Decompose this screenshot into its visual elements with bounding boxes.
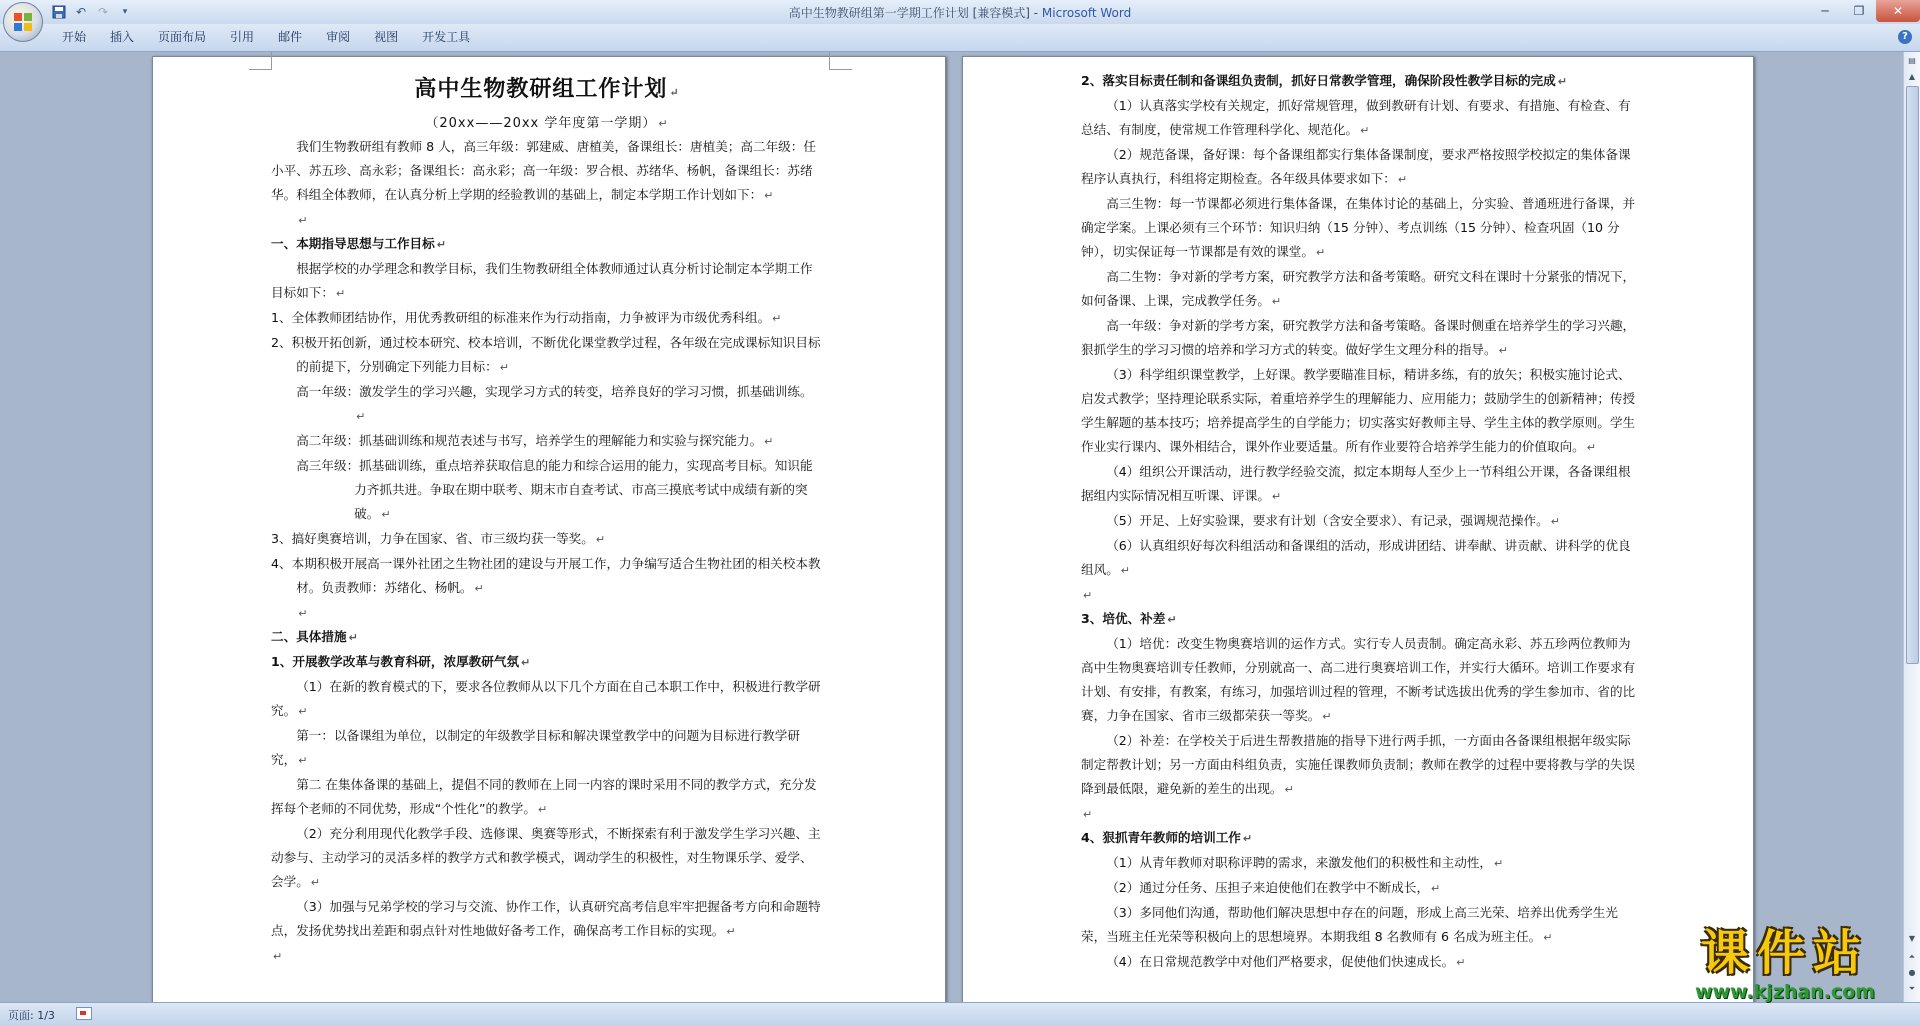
ribbon [0,24,1920,52]
empty-paragraph: ↵ [298,607,308,620]
document-title: 高中生物教研组第一学期工作计划 [兼容模式] - [788,6,1042,20]
window-controls [1808,0,1920,22]
watermark-url: www.kjzhan.com [1694,981,1876,1003]
tab-developer[interactable]: 开发工具 [422,30,471,44]
crop-mark [829,52,852,70]
crop-mark [249,52,272,70]
list-item: 3、搞好奥赛培训，力争在国家、省、市三级均获一等奖。 ↵ [271,531,606,546]
paragraph: （2）补差：在学校关于后进生帮教措施的指导下进行两手抓，一方面由各备课组根据年级实际制定帮教计划；另一方面由科组负责，实施任课教师负责制；教师在教学的过程中要将教与学的失误降到最低限，避免新的差生的出现。 ↵ [1081,733,1636,796]
tab-page-layout[interactable]: 页面布局 [158,30,207,44]
section-heading: 二、具体措施 ↵ [271,629,358,644]
office-logo-icon [14,13,32,31]
paragraph: （5）开足、上好实验课，要求有计划（含安全要求）、有记录，强调规范操作。 ↵ [1106,513,1560,528]
grade-goal: 高二年级：抓基础训练和规范表述与书写，培养学生的理解能力和实验与探究能力。 ↵ [296,433,774,448]
page-2-content [1081,69,1641,975]
vertical-scrollbar[interactable] [1903,52,1920,1002]
paragraph: 第二 在集体备课的基础上，提倡不同的教师在上同一内容的课时采用不同的教学方式，充分发挥每个老师的不同优势，形成“个性化”的教学。 ↵ [271,777,817,816]
document-area [0,52,1904,1002]
subsection-heading: 2、落实目标责任制和备课组负责制，抓好日常教学管理，确保阶段性教学目标的完成 ↵ [1081,73,1567,88]
paragraph: 根据学校的办学理念和教学目标，我们生物教研组全体教师通过认真分析讨论制定本学期工作目标如下： ↵ [271,261,813,300]
paragraph: 高三生物：每一节课都必须进行集体备课，在集体讨论的基础上，分实验、普通班进行备课，并确定学案。上课必须有三个环节：知识归纳（15 分钟）、考点训练（15 分钟）、检查巩固（10 分钟），切实保证每一节课都是有效的课堂。 ↵ [1081,196,1636,259]
status-bar [0,1002,1920,1026]
close-icon[interactable]: ✕ [1876,0,1920,22]
list-item: 2、积极开拓创新，通过校本研究、校本培训，不断优化课堂教学过程，各年级在完成课标知识目标的前提下，分别确定下列能力目标： ↵ [271,335,821,374]
paragraph: （1）在新的教育模式的下，要求各位教师从以下几个方面在自己本职工作中，积极进行教学研究。 ↵ [271,679,821,718]
minimize-icon[interactable]: ─ [1821,4,1829,18]
maximize-icon[interactable]: ❐ [1853,4,1865,18]
page-count[interactable]: 页面: 1/3 [8,1009,55,1022]
paragraph: （2）规范备课，备好课：每个备课组都实行集体备课制度，要求严格按照学校拟定的集体备课程序认真执行，科组将定期检查。各年级具体要求如下： ↵ [1081,147,1631,186]
help-icon[interactable]: ? [1898,30,1912,44]
select-browse-object-icon[interactable]: ● [1908,968,1916,977]
undo-icon[interactable]: ↶ [75,5,87,19]
previous-page-icon[interactable]: ⏶ [1908,952,1916,961]
ruler-toggle-icon[interactable]: ▤ [1908,56,1916,65]
paragraph: （1）培优：改变生物奥赛培训的运作方式。实行专人员责制。确定高永彩、苏五珍两位教师为高中生物奥赛培训专任教师，分别就高一、高二进行奥赛培训工作，并实行大循环。培训工作要求有计划、有安排，有教案，有练习，加强培训过程的管理，不断考试选拔出优秀的学生参加市、省的比赛，力争在国家、省市三级都荣获一等奖。 ↵ [1081,636,1636,723]
document-subtitle: （20xx——20xx 学年度第一学期） ↵ [425,116,669,131]
section-heading: 一、本期指导思想与工作目标 ↵ [271,236,446,251]
customize-icon[interactable]: ▾ [122,7,128,17]
tab-review[interactable]: 审阅 [326,30,351,44]
document-page-1[interactable] [152,56,946,1002]
paragraph: 高一年级：争对新的学考方案，研究教学方法和备考策略。备课时侧重在培养学生的学习兴趣，狠抓学生的学习习惯的培养和学习方式的转变。做好学生文理分科的指导。 ↵ [1081,318,1636,357]
paragraph: （1）认真落实学校有关规定，抓好常规管理，做到教研有计划、有要求、有措施、有检查、有总结、有制度，使常规工作管理科学化、规范化。 ↵ [1081,98,1631,137]
paragraph: 高二生物：争对新的学考方案，研究教学方法和备考策略。研究文科在课时十分紧张的情况下，如何备课、上课，完成教学任务。 ↵ [1081,269,1636,308]
paragraph: （3）多同他们沟通，帮助他们解决思想中存在的问题，形成上高三光荣、培养出优秀学生光荣，当班主任光荣等积极向上的思想境界。本期我组 8 名教师有 6 名成为班主任。 ↵ [1081,905,1618,944]
subsection-heading: 3、培优、补差 ↵ [1081,611,1177,626]
subsection-heading: 1、开展教学改革与教育科研，浓厚教研气氛 ↵ [271,654,531,669]
list-item: 1、全体教师团结协作，用优秀教研组的标准来作为行动指南，力争被评为市级优秀科组。 ↵ [271,310,782,325]
next-page-icon[interactable]: ⏷ [1908,984,1916,993]
paragraph: （3）加强与兄弟学校的学习与交流、协作工作，认真研究高考信息牢牢把握备考方向和命题特点，发扬优势找出差距和弱点针对性地做好备考工作，确保高考工作目标的实现。 ↵ [271,899,821,938]
empty-paragraph: ↵ [273,950,283,963]
empty-paragraph: ↵ [298,214,308,227]
paragraph: （2）通过分任务、压担子来迫使他们在教学中不断成长， ↵ [1106,880,1441,895]
paragraph: （4）组织公开课活动，进行教学经验交流，拟定本期每人至少上一节科组公开课，各备课组根据组内实际情况相互听课、评课。 ↵ [1081,464,1631,503]
watermark [1670,925,1900,1005]
paragraph: （1）从青年教师对职称评聘的需求，来激发他们的积极性和主动性， ↵ [1106,855,1504,870]
paragraph: 第一：以备课组为单位，以制定的年级教学目标和解决课堂教学中的问题为目标进行教学研究， ↵ [271,728,800,767]
language-icon[interactable] [76,1007,92,1020]
document-heading: 高中生物教研组工作计划 ↵ [414,76,680,102]
paragraph: （2）充分利用现代化教学手段、选修课、奥赛等形式，不断探索有利于激发学生学习兴趣、主动参与、主动学习的灵活多样的教学方式和教学模式，调动学生的积极性，对生物课乐学、爱学、会学。 ↵ [271,826,821,889]
tab-view[interactable]: 视图 [374,30,399,44]
ribbon-tabs [50,24,482,51]
empty-paragraph: ↵ [1083,808,1093,821]
list-item: 4、本期积极开展高一课外社团之生物社团的建设与开展工作，力争编写适合生物社团的相关校本教材。负责教师：苏绪化、杨帆。 ↵ [271,556,821,595]
app-name: Microsoft Word [1041,6,1132,20]
watermark-main-text: 课件站 [1700,925,1869,981]
empty-paragraph: ↵ [1083,589,1093,602]
grade-goal: 高一年级：激发学生的学习兴趣，实现学习方式的转变，培养良好的学习习惯，抓基础训练。↵ [296,384,813,423]
paragraph: 我们生物教研组有教师 8 人，高三年级：郭建威、唐植美，备课组长：唐植美；高二年级：任小平、苏五珍、高永彩；备课组长：高永彩；高一年级：罗合根、苏绪华、杨帆，备课组长：苏绪华。科组全体教师，在认真分析上学期的经验教训的基础上，制定本学期工作计划如下： ↵ [271,139,816,202]
grade-goal: 高三年级：抓基础训练，重点培养获取信息的能力和综合运用的能力，实现高考目标。知识能力齐抓共进。争取在期中联考、期末市自查考试、市高三摸底考试中成绩有新的突破。 ↵ [296,458,813,521]
tab-insert[interactable]: 插入 [110,30,135,44]
tab-references[interactable]: 引用 [230,30,255,44]
subsection-heading: 4、狠抓青年教师的培训工作 ↵ [1081,830,1253,845]
document-page-2[interactable] [962,56,1754,1002]
paragraph: （3）科学组织课堂教学，上好课。教学要瞄准目标，精讲多练，有的放矢；积极实施讨论式、启发式教学；坚持理论联系实际，着重培养学生的理解能力、应用能力；鼓励学生的创新精神；传授学生解题的基本技巧；培养提高学生的自学能力；切实落实好教师主导、学生主体的教学原则。学生作业实行课内、课外相结合，课外作业要适量。所有作业要符合培养学生能力的价值取向。 ↵ [1081,367,1636,454]
office-button[interactable] [3,2,43,42]
redo-icon[interactable]: ↷ [97,5,109,19]
tab-mailings[interactable]: 邮件 [278,30,303,44]
scroll-down-icon[interactable]: ▼ [1908,934,1916,943]
page-1-content [271,69,823,968]
tab-home[interactable]: 开始 [62,30,87,44]
scroll-up-icon[interactable]: ▲ [1908,72,1916,81]
paragraph: （6）认真组织好每次科组活动和备课组的活动，形成讲团结、讲奉献、讲贡献、讲科学的优良组风。 ↵ [1081,538,1631,577]
title-bar [0,0,1920,24]
paragraph: （4）在日常规范教学中对他们严格要求，促使他们快速成长。 ↵ [1106,954,1466,969]
window-title [0,4,1920,21]
scroll-thumb[interactable] [1906,86,1919,664]
